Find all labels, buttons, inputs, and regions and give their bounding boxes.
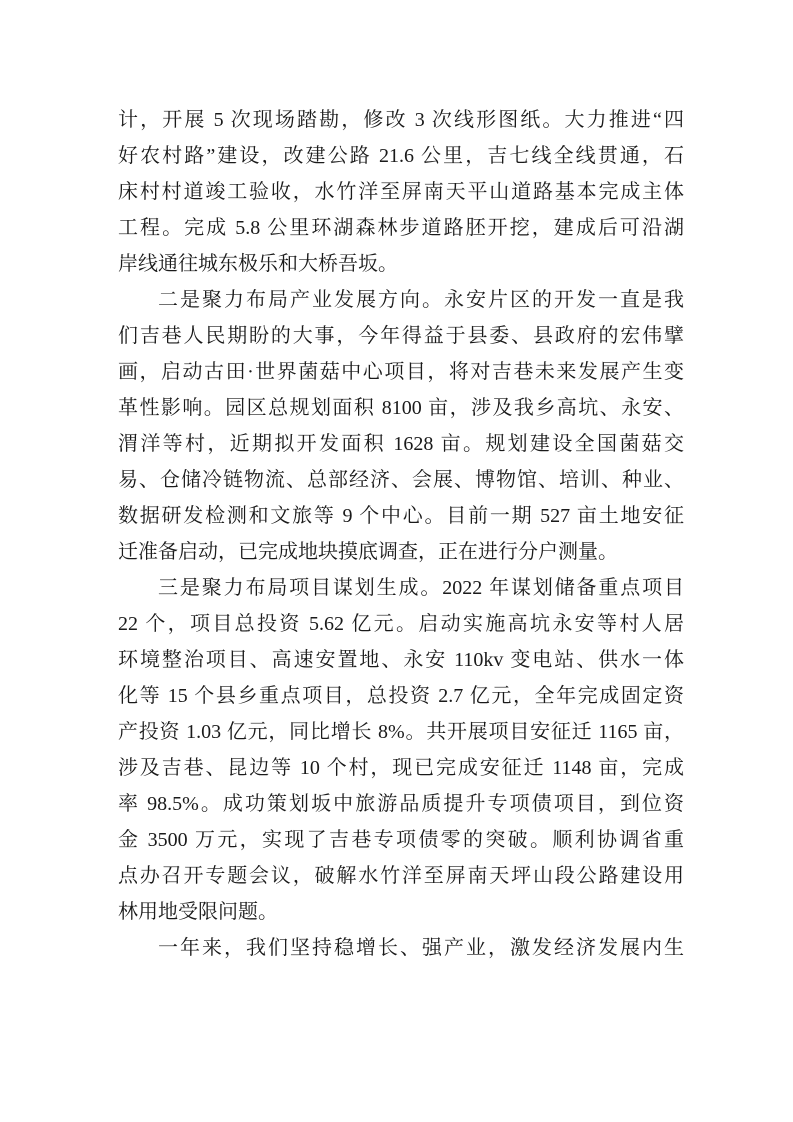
text-line: 产投资 1.03 亿元，同比增长 8%。共开展项目安征迁 1165 亩， bbox=[118, 721, 684, 743]
text-line: 三是聚力布局项目谋划生成。2022 年谋划储备重点项目 bbox=[158, 577, 684, 599]
paragraph bbox=[118, 930, 684, 966]
text-line: 一年来，我们坚持稳增长、强产业，激发经济发展内生 bbox=[158, 937, 684, 959]
text-line: 金 3500 万元，实现了吉巷专项债零的突破。顺利协调省重 bbox=[118, 829, 684, 851]
text-line: 点办召开专题会议，破解水竹洋至屏南天坪山段公路建设用 bbox=[118, 865, 684, 887]
text-line: 床村村道竣工验收，水竹洋至屏南天平山道路基本完成主体 bbox=[118, 181, 684, 203]
text-line: 数据研发检测和文旅等 9 个中心。目前一期 527 亩土地安征 bbox=[118, 505, 684, 527]
document-page bbox=[118, 102, 684, 966]
text-line: 画，启动古田·世界菌菇中心项目，将对吉巷未来发展产生变 bbox=[118, 361, 684, 383]
text-line: 们吉巷人民期盼的大事，今年得益于县委、县政府的宏伟擘 bbox=[118, 325, 684, 347]
text-line: 好农村路”建设，改建公路 21.6 公里，吉七线全线贯通，石 bbox=[118, 145, 684, 167]
text-line: 易、仓储冷链物流、总部经济、会展、博物馆、培训、种业、 bbox=[118, 469, 684, 491]
text-line: 计，开展 5 次现场踏勘，修改 3 次线形图纸。大力推进“四 bbox=[118, 109, 684, 131]
text-line: 率 98.5%。成功策划坂中旅游品质提升专项债项目，到位资 bbox=[118, 793, 684, 815]
text-line: 迁准备启动，已完成地块摸底调查，正在进行分户测量。 bbox=[118, 541, 618, 563]
text-line: 岸线通往城东极乐和大桥吾坂。 bbox=[118, 253, 398, 275]
text-line: 涉及吉巷、昆边等 10 个村，现已完成安征迁 1148 亩，完成 bbox=[118, 757, 684, 779]
text-line: 二是聚力布局产业发展方向。永安片区的开发一直是我 bbox=[158, 289, 684, 311]
paragraph bbox=[118, 282, 684, 570]
text-line: 化等 15 个县乡重点项目，总投资 2.7 亿元，全年完成固定资 bbox=[118, 685, 684, 707]
paragraph bbox=[118, 570, 684, 930]
text-line: 革性影响。园区总规划面积 8100 亩，涉及我乡高坑、永安、 bbox=[118, 397, 684, 419]
text-line: 渭洋等村，近期拟开发面积 1628 亩。规划建设全国菌菇交 bbox=[118, 433, 684, 455]
paragraph bbox=[118, 102, 684, 282]
text-line: 林用地受限问题。 bbox=[118, 901, 278, 923]
text-line: 工程。完成 5.8 公里环湖森林步道路胚开挖，建成后可沿湖 bbox=[118, 217, 684, 239]
text-line: 环境整治项目、高速安置地、永安 110kv 变电站、供水一体 bbox=[118, 649, 684, 671]
text-line: 22 个，项目总投资 5.62 亿元。启动实施高坑永安等村人居 bbox=[118, 613, 684, 635]
